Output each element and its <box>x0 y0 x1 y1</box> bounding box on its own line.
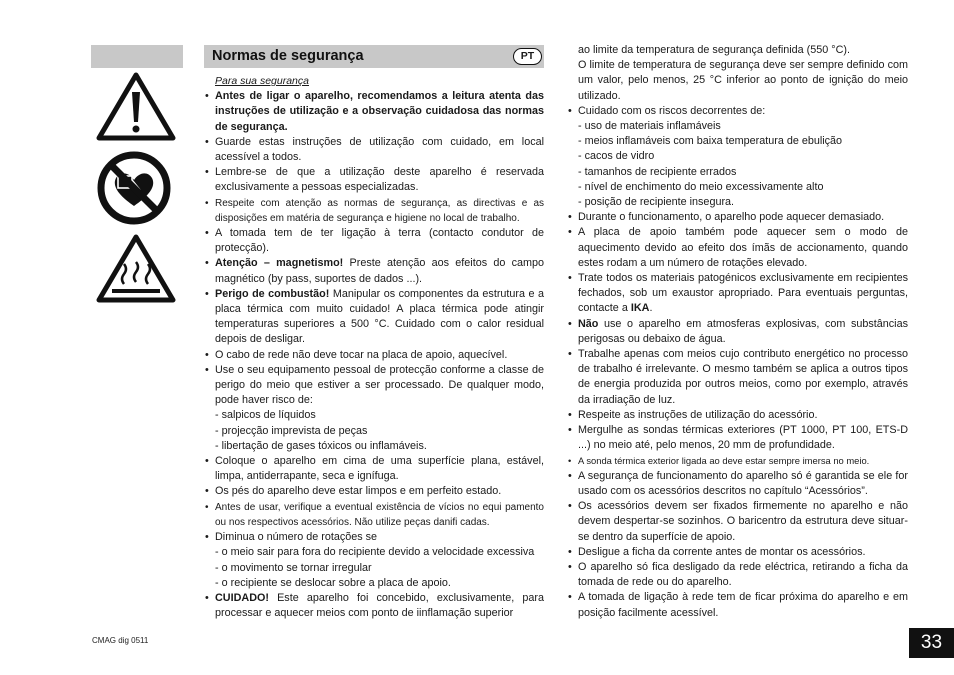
side-header-bar <box>91 45 183 68</box>
warning-triangle-icon <box>96 72 176 142</box>
item-text: - nível de enchimento do meio excessivamente alto <box>578 180 824 193</box>
item-text: Manipular os componentes da estrutura e a placa térmica com muito cuidado! A placa térmica pode atingir temperaturas superiores a 500 °C. Cuidado com o calor residual depois de desligar. <box>215 287 544 346</box>
item-text: Os acessórios devem ser fixados firmemente no aparelho e não devem despertar-se sozinhos. O baricentro da estrutura deve situar-se dentro da superfície de apoio. <box>578 500 908 543</box>
item-text: Diminua o número de rotações se <box>215 531 378 544</box>
emphasis-text: Antes de ligar o aparelho, recomendamos a leitura atenta das instruções de utilização e a observação cuidadosa das normas de segurança. <box>215 90 544 133</box>
list-item <box>205 89 544 135</box>
list-subitem <box>568 149 908 164</box>
item-text: - meios inflamáveis com baixa temperatura de ebulição <box>578 135 843 148</box>
text-column-left <box>205 74 544 621</box>
item-text: A placa de apoio também pode aquecer sem o modo de aquecimento devido ao efeito dos ímãs de accionamento, quando estes rodam a um número de rotações elevado. <box>578 226 908 269</box>
item-text: - salpicos de líquidos <box>215 409 316 422</box>
list-item <box>568 545 908 560</box>
item-text: - projecção imprevista de peças <box>215 424 368 437</box>
item-text: - posição de recipiente insegura. <box>578 196 735 209</box>
item-text: - o meio sair para fora do recipiente devido a velocidade excessiva <box>215 546 535 559</box>
emphasis-text: Perigo de combustão! <box>215 287 330 300</box>
emphasis-text: Não <box>578 317 599 330</box>
hot-surface-icon <box>96 234 176 304</box>
item-text: Desligue a ficha da corrente antes de montar os acessórios. <box>578 545 866 558</box>
item-text: A tomada tem de ter ligação à terra (contacto condutor de protecção). <box>215 227 544 255</box>
item-text: O aparelho só fica desligado da rede eléctrica, retirando a ficha da tomada de rede ou do aparelho. <box>578 560 908 589</box>
list-item <box>568 104 908 119</box>
list-subitem <box>205 561 544 576</box>
item-text: Durante o funcionamento, o aparelho pode aquecer demasiado. <box>578 211 885 224</box>
list-subitem <box>568 119 908 134</box>
item-text: A tomada de ligação à rede tem de ficar próxima do aparelho e em posição facilmente acessível. <box>578 591 908 619</box>
list-item <box>568 210 908 225</box>
page-number: 33 <box>909 628 954 658</box>
subsection-title: Para sua segurança <box>215 75 309 87</box>
list-subitem <box>205 576 544 591</box>
item-text: O limite de temperatura de segurança deve ser sempre definido com um valor, pelo menos, 25 °C inferior ao ponto de ignição do meio utilizado. <box>578 59 908 102</box>
list-subitem <box>205 545 544 560</box>
section-heading-bar <box>204 45 544 68</box>
list-item <box>568 469 908 499</box>
emphasis-text: IKA <box>630 302 650 315</box>
item-text: - libertação de gases tóxicos ou inflamáveis. <box>215 439 427 452</box>
item-text: A sonda térmica exterior ligada ao deve estar sempre imersa no meio. <box>578 455 870 467</box>
item-text: - cacos de vidro <box>578 150 655 163</box>
list-item <box>568 499 908 545</box>
language-badge: PT <box>513 48 542 65</box>
list-item <box>568 225 908 271</box>
item-text: Preste atenção aos efeitos do campo magnético (by pass, suportes de dados ...). <box>215 257 544 285</box>
item-text: Trabalhe apenas com meios cujo contributo energético no processo de trabalho é irrelevante. O mesmo também se aplica a outros tipos de energia produzida por outros meios, como por exemplo, através da irradiação de luz. <box>578 348 908 406</box>
list-subitem <box>568 195 908 210</box>
list-item <box>205 500 544 530</box>
list-subitem <box>568 180 908 195</box>
item-text: . <box>649 302 653 315</box>
list-item <box>568 453 908 468</box>
list-item <box>568 317 908 347</box>
list-item <box>568 590 908 620</box>
item-text: Guarde estas instruções de utilização com cuidado, em local acessível a todos. <box>215 135 544 164</box>
list-item <box>205 530 544 545</box>
list-item <box>205 454 544 484</box>
item-text: Este aparelho foi concebido, exclusivamente, para processar e aquecer meios com ponto de iinflamação superior <box>215 591 544 620</box>
section-title: Normas de segurança <box>212 48 364 64</box>
list-subitem <box>205 424 544 439</box>
item-text: Mergulhe as sondas térmicas exteriores (PT 1000, PT 100, ETS-D ...) no meio até, pelo menos, 20 mm de profundidade. <box>578 424 908 452</box>
emphasis-text: CUIDADO! <box>215 591 269 604</box>
item-text: O cabo de rede não deve tocar na placa de apoio, aquecível. <box>215 348 508 361</box>
list-item <box>205 484 544 499</box>
list-item <box>568 560 908 590</box>
emphasis-text: Atenção – magnetismo! <box>215 257 344 270</box>
no-pacemaker-icon <box>96 150 172 226</box>
item-text: Respeite as instruções de utilização do acessório. <box>578 408 818 421</box>
item-text: Antes de usar, verifique a eventual existência de vícios no equi pamento ou nos respectivos acessórios. Não utilize peças danifi cadas. <box>215 501 544 528</box>
list-item <box>205 165 544 195</box>
list-item <box>568 347 908 408</box>
list-item <box>205 363 544 409</box>
list-subitem <box>568 165 908 180</box>
item-text: Trate todos os materiais patogénicos exclusivamente em recipientes fechados, sob um exaustor apropriado. Para eventuais perguntas, contacte a <box>578 272 908 315</box>
list-item <box>205 348 544 363</box>
list-item <box>568 423 908 453</box>
list-item <box>568 271 908 317</box>
item-text: A segurança de funcionamento do aparelho só é garantida se ele for usado com os acessórios descritos no capítulo “Acessórios”. <box>578 469 908 497</box>
paragraph <box>568 58 908 104</box>
list-item <box>205 591 544 621</box>
list-item <box>205 256 544 286</box>
item-text: - uso de materiais inflamáveis <box>578 120 721 133</box>
list-subitem <box>205 408 544 423</box>
list-subitem <box>568 134 908 149</box>
list-item <box>205 226 544 256</box>
list-item <box>568 408 908 423</box>
document-code: CMAG dig 0511 <box>92 636 149 645</box>
item-text: use o aparelho em atmosferas explosivas, com substâncias perigosas ou debaixo de água. <box>578 317 908 345</box>
item-text: Use o seu equipamento pessoal de protecção conforme a classe de perigo do meio que estiver a ser processado. De qualquer modo, pode haver risco de: <box>215 363 544 407</box>
item-text: Os pés do aparelho deve estar limpos e em perfeito estado. <box>215 485 502 498</box>
item-text: Coloque o aparelho em cima de uma superfície plana, estável, limpa, antiderrapante, seca e ignífuga. <box>215 455 544 483</box>
paragraph <box>568 43 908 58</box>
list-item <box>205 196 544 226</box>
item-text: - o recipiente se deslocar sobre a placa de apoio. <box>215 576 451 589</box>
item-text: ao limite da temperatura de segurança definida (550 °C). <box>578 44 850 56</box>
text-column-right <box>568 43 908 621</box>
list-item <box>205 135 544 165</box>
item-text: - tamanhos de recipiente errados <box>578 165 737 178</box>
list-item <box>205 287 544 348</box>
item-text: Lembre-se de que a utilização deste aparelho é reservada exclusivamente a pessoas especializadas. <box>215 166 544 194</box>
item-text: Cuidado com os riscos decorrentes de: <box>578 104 766 117</box>
list-subitem <box>205 439 544 454</box>
item-text: Respeite com atenção as normas de segurança, as directivas e as disposições em matéria de segurança e higiene no local de trabalho. <box>215 197 544 224</box>
item-text: - o movimento se tornar irregular <box>215 561 372 574</box>
